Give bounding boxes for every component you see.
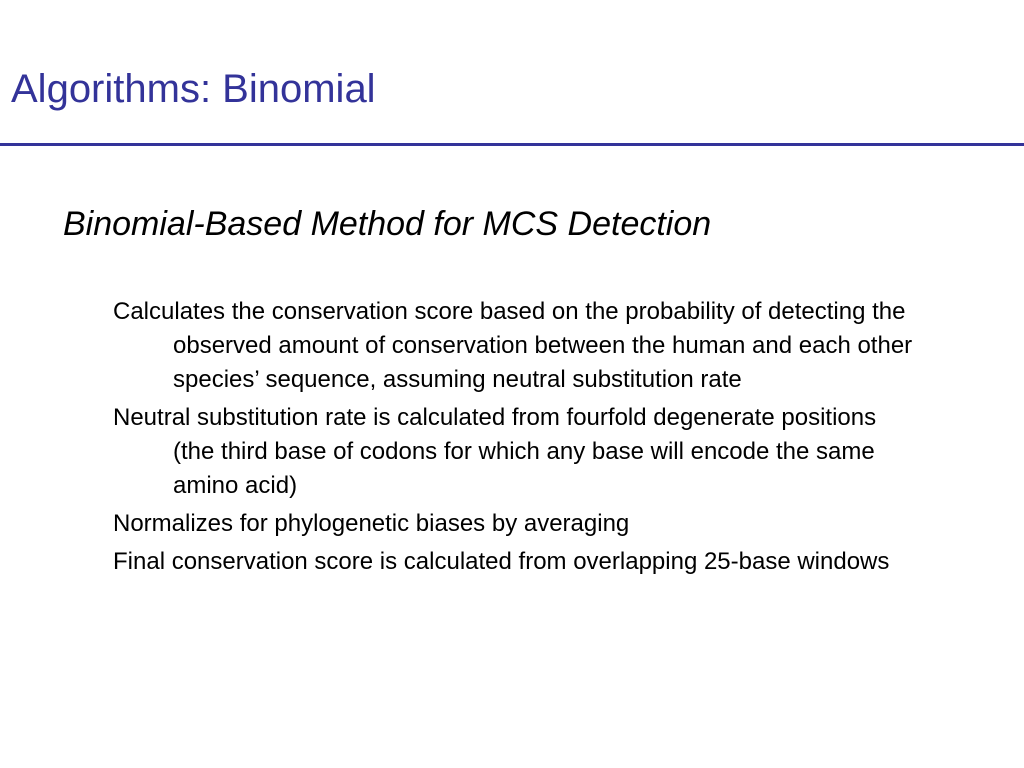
title-divider [0,143,1024,146]
slide-title: Algorithms: Binomial [11,67,376,111]
slide-subtitle: Binomial-Based Method for MCS Detection [63,205,712,243]
bullet-item: Neutral substitution rate is calculated from fourfold degenerate positions (the third base of codons for which any base will encode the same amino acid) [113,404,877,499]
bullet-item: Final conservation score is calculated from overlapping 25-base windows [113,548,890,575]
bullet-item: Normalizes for phylogenetic biases by averaging [113,510,630,537]
bullet-item: Calculates the conservation score based on the probability of detecting the observed amount of conservation between the human and each other species’ sequence, assuming neutral substitution rate [113,298,913,393]
bullet-list [113,295,913,583]
